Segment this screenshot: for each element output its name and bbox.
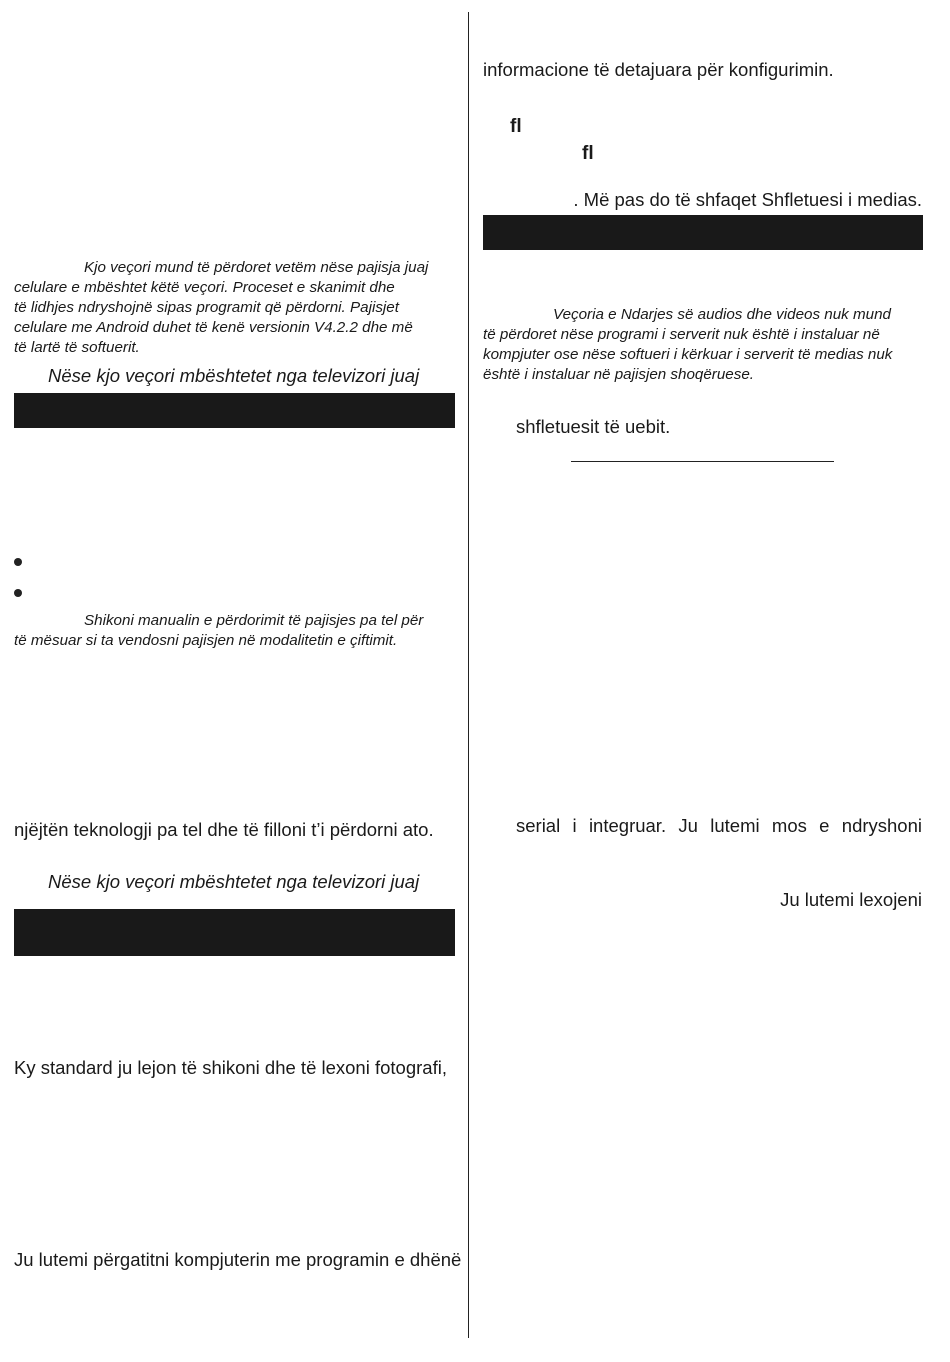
note-line: Veçoria e Ndarjes së audios dhe videos nuk mund [553, 306, 891, 323]
note-line: celulare me Android duhet të kenë versionin V4.2.2 dhe më [14, 319, 413, 336]
note-line: kompjuter ose nëse softueri i kërkuar i serverit të medias nuk [483, 346, 893, 363]
section-header-bar [483, 215, 923, 250]
read-line: Ju lutemi lexojeni [780, 889, 922, 910]
serial-line: serial i integruar. Ju lutemi mos e ndryshoni [516, 815, 922, 836]
support-note: Nëse kjo veçori mbështetet nga televizori juaj [48, 365, 420, 386]
note-line: Shikoni manualin e përdorimit të pajisjes pa tel për [84, 612, 424, 629]
note-line: të mësuar si ta vendosni pajisjen në modalitetin e çiftimit. [14, 632, 398, 649]
note-line: të përdoret nëse programi i serverit nuk është i instaluar në [483, 326, 880, 343]
prepare-line: Ju lutemi përgatitni kompjuterin me programin e dhënë [14, 1249, 462, 1270]
note-line: të lartë të softuerit. [14, 339, 140, 356]
config-line: informacione të detajuara për konfigurimin. [483, 59, 834, 80]
note-line: është i instaluar në pajisjen shoqëruese. [483, 366, 755, 383]
standard-line: Ky standard ju lejon të shikoni dhe të lexoni fotografi, [14, 1057, 447, 1078]
section-header-bar [14, 909, 455, 956]
pairing-note [14, 611, 454, 651]
bullet-point [14, 558, 22, 566]
media-browser-line: . Më pas do të shfaqet Shfletuesi i medias. [573, 189, 922, 210]
android-note [14, 258, 454, 358]
note-line: celulare e mbështet këtë veçori. Proceset e skanimit dhe [14, 279, 395, 296]
bullet-point [14, 589, 22, 597]
web-browser-line: shfletuesit të uebit. [516, 416, 671, 437]
technology-line: njëjtën teknologji pa tel dhe të filloni t’i përdorni ato. [14, 819, 434, 840]
support-note: Nëse kjo veçori mbështetet nga televizori juaj [48, 871, 420, 892]
section-header-bar [14, 393, 455, 428]
note-line: Kjo veçori mund të përdoret vetëm nëse pajisja juaj [84, 259, 429, 276]
horizontal-rule [571, 461, 834, 462]
note-line: të lidhjes ndryshojnë sipas programit që përdorni. Pajisjet [14, 299, 399, 316]
sharing-note [483, 305, 923, 385]
fl-glyph: fl [510, 116, 522, 137]
fl-glyph: fl [582, 143, 594, 164]
column-divider [468, 12, 469, 1338]
